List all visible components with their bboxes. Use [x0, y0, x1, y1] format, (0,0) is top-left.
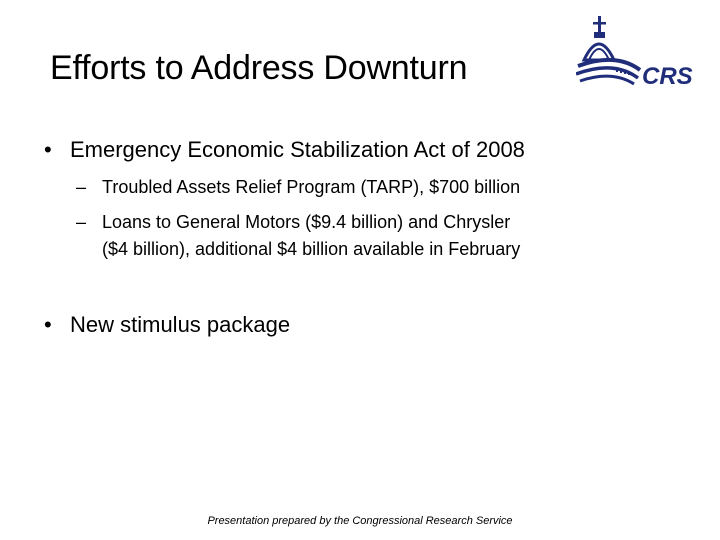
logo-text: CRS: [642, 63, 693, 90]
sub-bullet-marker: –: [76, 212, 87, 232]
sub-bullet-item: [76, 209, 696, 235]
sub-bullet-marker: –: [76, 177, 87, 197]
slide-title: Efforts to Address Downturn: [50, 49, 468, 87]
slide-footer: Presentation prepared by the Congressional Research Service: [207, 515, 513, 527]
sub-bullet-text: Loans to General Motors ($9.4 billion) and Chrysler: [102, 212, 511, 232]
bullet-text: New stimulus package: [70, 312, 291, 337]
sub-bullet-text-continued: ($4 billion), additional $4 billion available in February: [102, 239, 521, 259]
bullet-marker: •: [44, 137, 52, 162]
bullet-item: [44, 136, 684, 164]
bullet-text: Emergency Economic Stabilization Act of 2008: [70, 137, 525, 162]
sub-bullet-item: [76, 174, 696, 200]
capitol-dome-icon: [576, 14, 702, 94]
crs-logo: [576, 14, 702, 94]
sub-bullet-text: Troubled Assets Relief Program (TARP), $700 billion: [102, 177, 521, 197]
bullet-item: [44, 311, 684, 339]
bullet-marker: •: [44, 312, 52, 337]
